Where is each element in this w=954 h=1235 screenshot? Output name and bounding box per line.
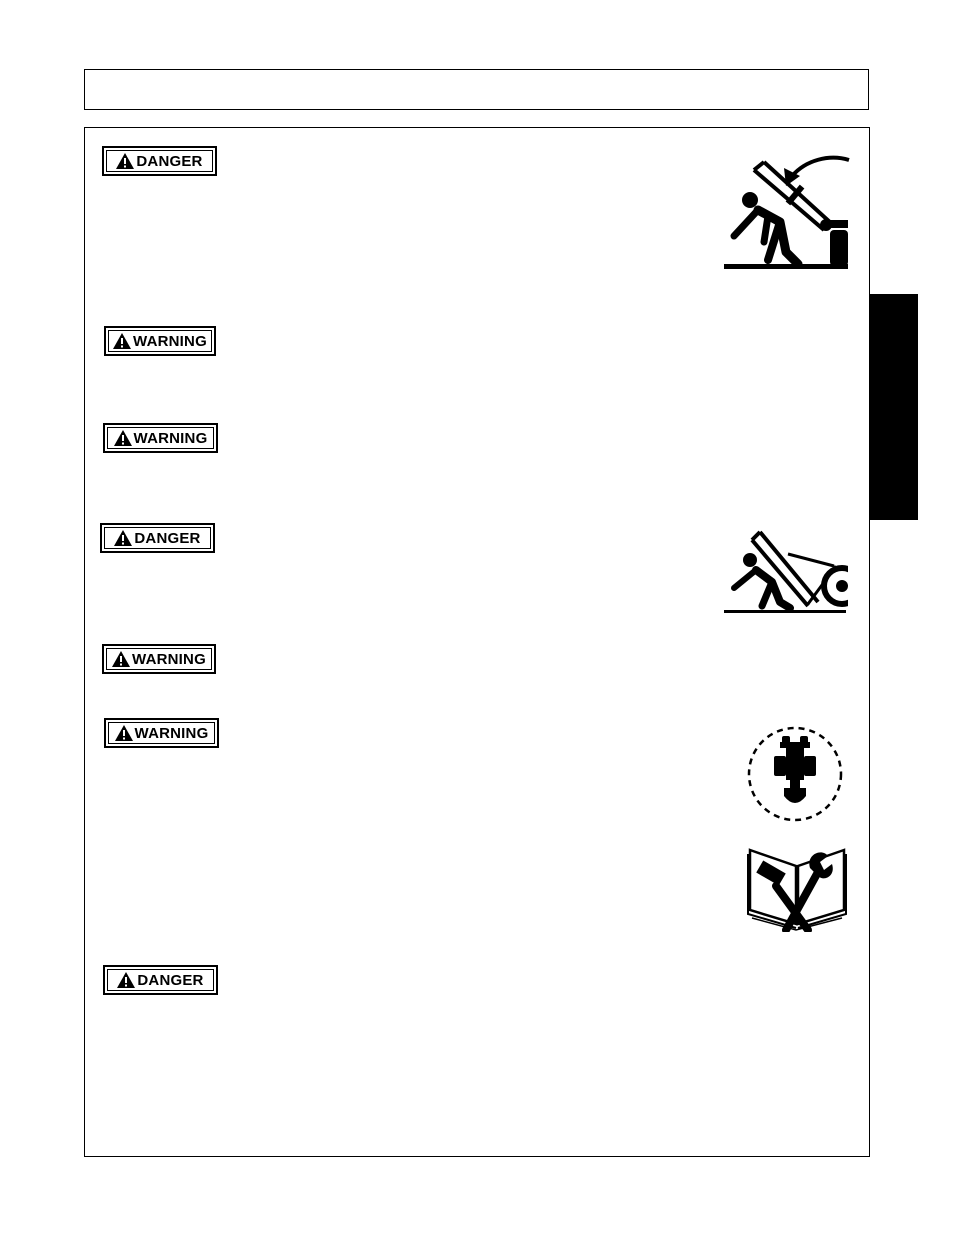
danger-badge [102, 146, 217, 176]
danger-label: DANGER [137, 971, 204, 989]
tractor-clear-area-icon [744, 722, 846, 826]
danger-label: DANGER [136, 152, 203, 170]
wing-crush-hazard-icon [724, 526, 848, 616]
alert-triangle-icon [114, 530, 132, 546]
page-header-box [84, 69, 869, 110]
alert-triangle-icon [115, 725, 133, 741]
danger-badge [100, 523, 215, 553]
alert-triangle-icon [113, 333, 131, 349]
warning-label: WARNING [132, 650, 206, 668]
danger-label: DANGER [134, 529, 201, 547]
warning-label: WARNING [133, 429, 208, 447]
warning-badge [103, 423, 218, 453]
warning-badge [102, 644, 216, 674]
alert-triangle-icon [114, 430, 132, 446]
danger-badge [103, 965, 218, 995]
warning-label: WARNING [133, 332, 207, 350]
warning-badge [104, 326, 216, 356]
alert-triangle-icon [117, 972, 135, 988]
warning-label: WARNING [134, 724, 209, 742]
folding-wing-crush-hazard-icon [724, 152, 852, 274]
content-frame [84, 127, 870, 1157]
manual-tools-icon [746, 840, 848, 932]
section-side-tab [870, 294, 918, 520]
alert-triangle-icon [116, 153, 134, 169]
alert-triangle-icon [112, 651, 130, 667]
warning-badge [104, 718, 219, 748]
